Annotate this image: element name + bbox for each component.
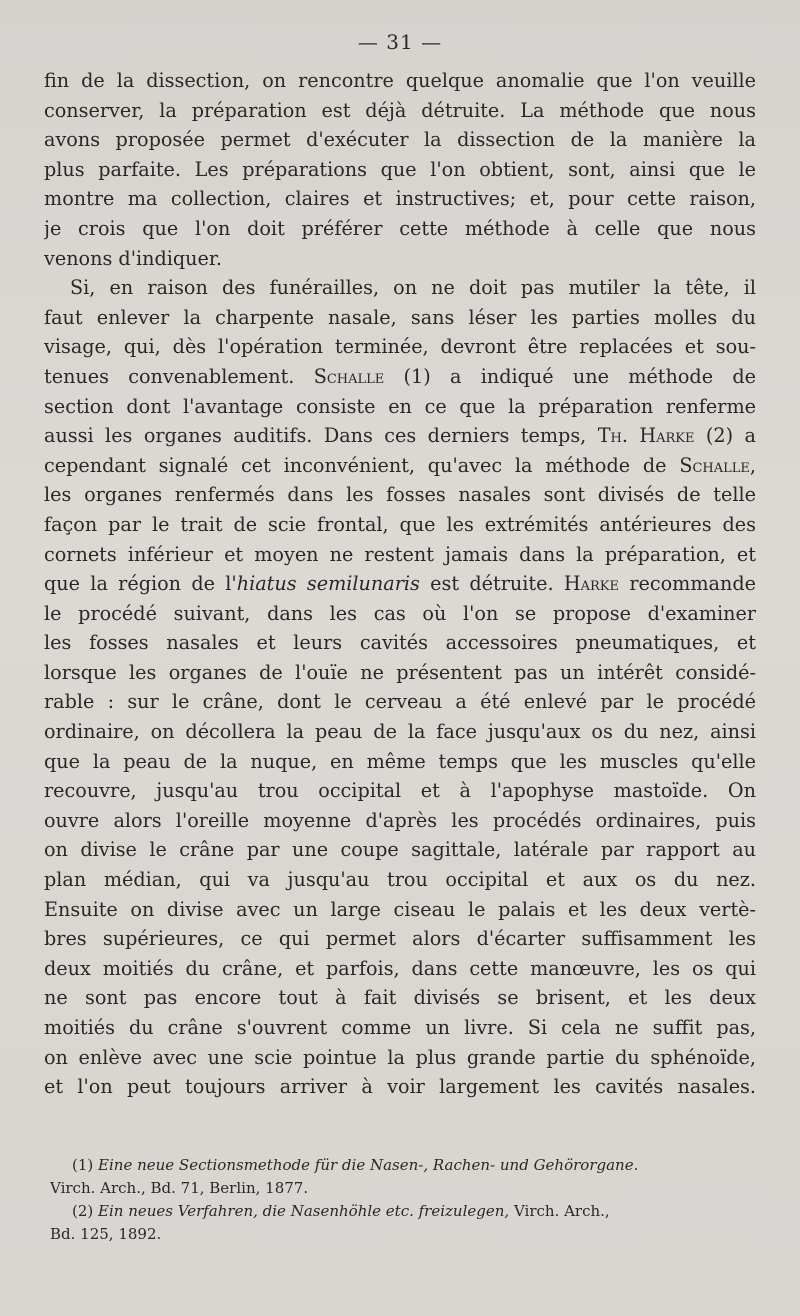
footnote-2-ref: Bd. 125, 1892. bbox=[50, 1225, 162, 1243]
text-line: moitiés du crâne s'ouvrent comme un livre. Si cela ne suffit pas, bbox=[44, 1016, 756, 1039]
text-line: montre ma collection, claires et instructives; et, pour cette raison, bbox=[44, 187, 756, 211]
text-line: et l'on peut toujours arriver à voir largement les cavités nasales. bbox=[44, 1075, 756, 1099]
footnote-1 bbox=[50, 1154, 754, 1177]
page-number: — 31 — bbox=[357, 30, 443, 54]
text-line: section dont l'avantage consiste en ce que la préparation renferme bbox=[44, 394, 756, 418]
text-segment: aussi les organes auditifs. Dans ces derniers temps, bbox=[44, 424, 587, 448]
text-line: Si, en raison des funérailles, on ne doit pas mutiler la tête, il bbox=[70, 276, 756, 300]
text-line: fin de la dissection, on rencontre quelque anomalie que l'on veuille bbox=[44, 69, 756, 92]
text-line: visage, qui, dès l'opération terminée, devront être replacées et sou- bbox=[44, 335, 756, 359]
text-line: conserver, la préparation est déjà détruite. La méthode que nous bbox=[44, 98, 756, 122]
footnote-ref: Virch. Arch., bbox=[513, 1202, 610, 1220]
text-line: rable : sur le crâne, dont le cerveau a été enlevé par le procédé bbox=[44, 690, 756, 714]
text-segment: est détruite. bbox=[430, 572, 554, 596]
text-line: lorsque les organes de l'ouïe ne présentent pas un intérêt considé- bbox=[44, 660, 756, 684]
footnote-title: Eine neue Sectionsmethode für die Nasen-, Rachen- und Gehörorgane. bbox=[98, 1156, 639, 1174]
text-line: on divise le crâne par une coupe sagittale, latérale par rapport au bbox=[44, 838, 756, 862]
text-line: venons d'indiquer. bbox=[44, 246, 223, 270]
text-line: faut enlever la charpente nasale, sans léser les parties molles du bbox=[44, 305, 756, 329]
text-line: bres supérieures, ce qui permet alors d'écarter suffisamment les bbox=[44, 927, 756, 951]
text-line: cornets inférieur et moyen ne restent jamais dans la préparation, et bbox=[44, 542, 756, 566]
footnote-marker: (1) bbox=[72, 1156, 94, 1174]
author-name: Schalle bbox=[313, 364, 385, 388]
author-name: Harke bbox=[563, 572, 620, 596]
text-segment: recommande bbox=[629, 572, 756, 596]
text-line bbox=[44, 421, 756, 451]
text-segment: tenues convenablement. bbox=[44, 364, 295, 388]
text-line: ne sont pas encore tout à fait divisés se brisent, et les deux bbox=[44, 986, 756, 1010]
footnote-marker: (2) bbox=[72, 1202, 94, 1220]
text-line: ordinaire, on décollera la peau de la face jusqu'aux os du nez, ainsi bbox=[44, 720, 756, 744]
text-line: avons proposée permet d'exécuter la dissection de la manière la bbox=[44, 128, 756, 152]
text-line: plus parfaite. Les préparations que l'on obtient, sont, ainsi que le bbox=[44, 157, 756, 181]
text-line: recouvre, jusqu'au trou occipital et à l'apophyse mastoïde. On bbox=[44, 779, 756, 803]
text-line: façon par le trait de scie frontal, que les extrémités antérieures des bbox=[44, 512, 756, 536]
text-line: ouvre alors l'oreille moyenne d'après les procédés ordinaires, puis bbox=[44, 808, 756, 832]
text-line: on enlève avec une scie pointue la plus grande partie du sphénoïde, bbox=[44, 1045, 756, 1069]
text-line: que la peau de la nuque, en même temps que les muscles qu'elle bbox=[44, 749, 756, 773]
author-name: Th. Harke bbox=[597, 424, 695, 448]
text-line: les fosses nasales et leurs cavités accessoires pneumatiques, et bbox=[44, 631, 756, 655]
text-line: deux moitiés du crâne, et parfois, dans cette manœuvre, les os qui bbox=[44, 956, 756, 980]
text-line: les organes renfermés dans les fosses nasales sont divisés de telle bbox=[44, 483, 756, 507]
body-text bbox=[44, 66, 756, 1102]
text-line: je crois que l'on doit préférer cette méthode à celle que nous bbox=[44, 216, 756, 240]
text-segment: cependant signalé cet inconvénient, qu'avec la méthode de bbox=[44, 453, 667, 477]
footnote-1-ref: Virch. Arch., Bd. 71, Berlin, 1877. bbox=[50, 1179, 309, 1197]
text-line bbox=[44, 362, 756, 392]
text-segment: (1) a indiqué une méthode de bbox=[403, 364, 756, 388]
text-line bbox=[44, 569, 756, 599]
latin-term: hiatus semilunaris bbox=[236, 572, 420, 596]
footnote-2 bbox=[50, 1200, 754, 1223]
text-line: Ensuite on divise avec un large ciseau le palais et les deux vertè- bbox=[44, 897, 756, 921]
text-line: le procédé suivant, dans les cas où l'on se propose d'examiner bbox=[44, 601, 756, 625]
author-name: Schalle, bbox=[679, 453, 756, 477]
text-segment: que la région de l' bbox=[44, 572, 237, 596]
text-line: plan médian, qui va jusqu'au trou occipital et aux os du nez. bbox=[44, 868, 756, 892]
text-line bbox=[44, 451, 756, 481]
text-segment: (2) a bbox=[705, 424, 756, 448]
footnote-title: Ein neues Verfahren, die Nasenhöhle etc. freizulegen, bbox=[98, 1202, 510, 1220]
footnotes bbox=[50, 1154, 754, 1246]
